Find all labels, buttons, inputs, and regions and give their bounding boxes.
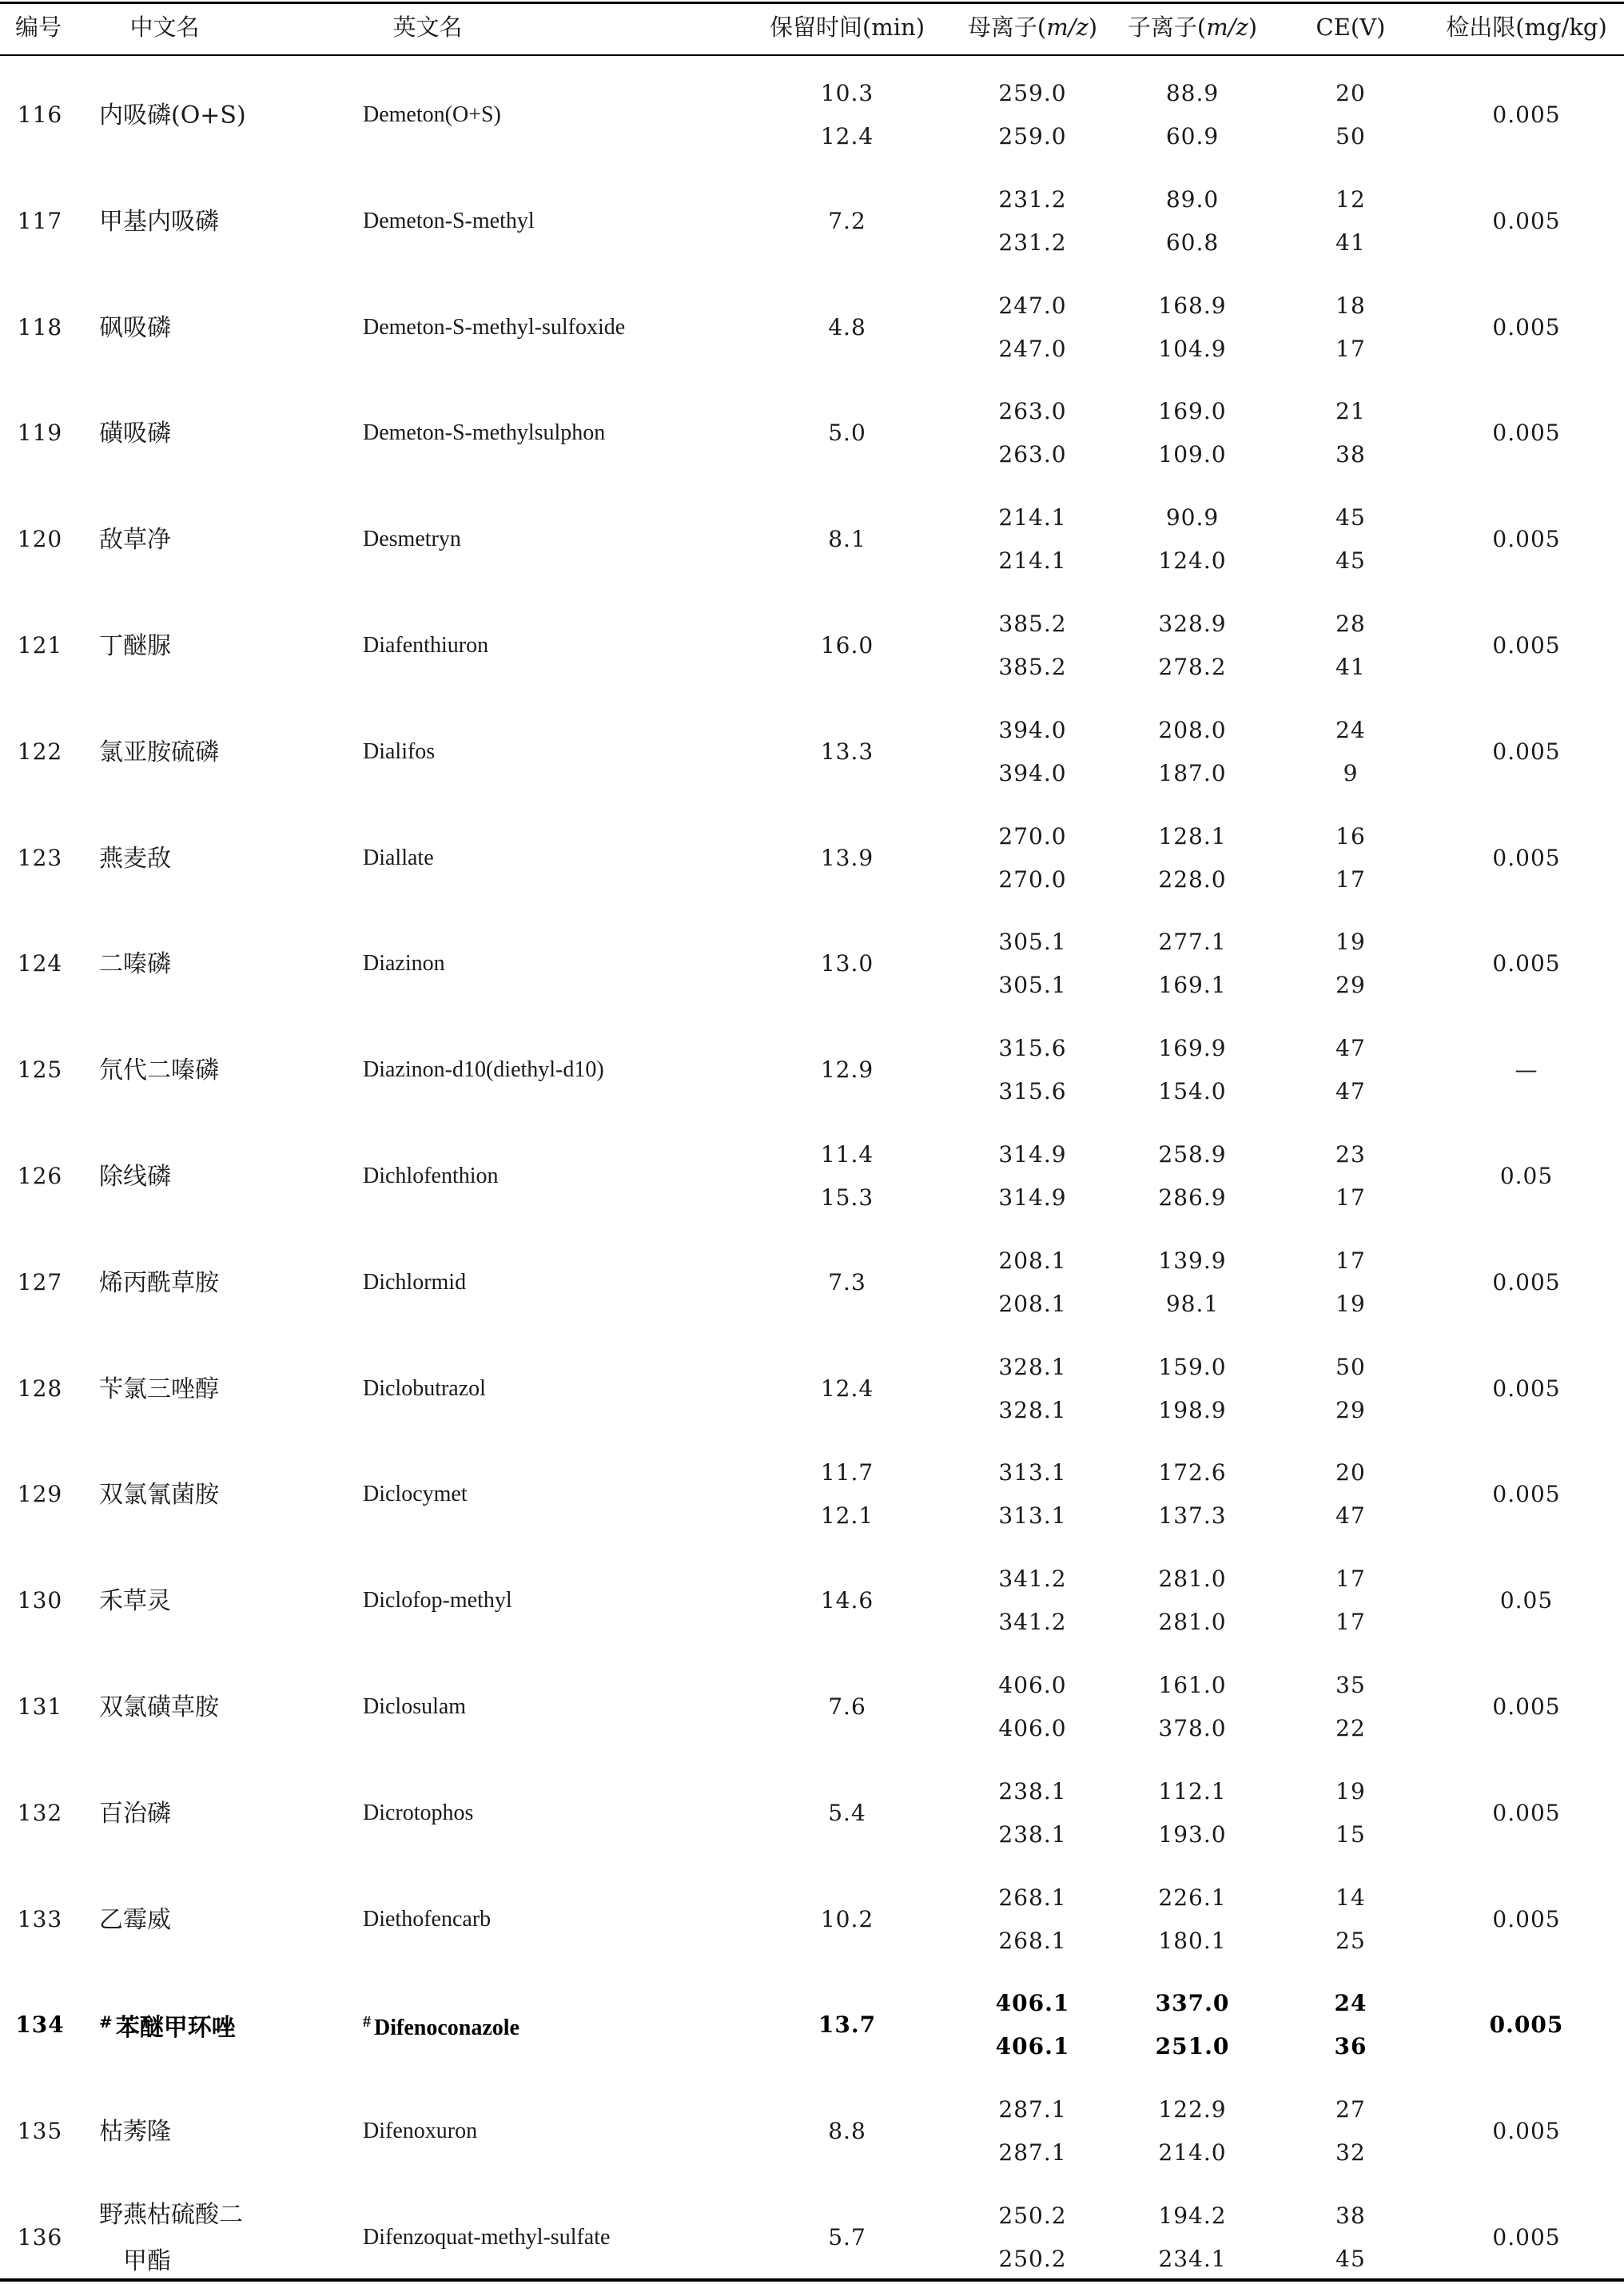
- cell-child-ion: 328.9: [1158, 611, 1227, 637]
- cell-ce: 25: [1335, 1928, 1366, 1954]
- cell-no: 133: [17, 1906, 63, 1932]
- cell-child-ion: 88.9: [1165, 80, 1220, 106]
- cell-child-ion: 137.3: [1158, 1502, 1227, 1529]
- cell-no: 120: [17, 526, 63, 552]
- cell-child-ion: 139.9: [1158, 1247, 1227, 1274]
- cell-en-name: Difenzoquat-methyl-sulfate: [363, 2225, 611, 2250]
- cell-parent-ion: 208.1: [998, 1247, 1067, 1274]
- cell-retention-time: 12.4: [820, 1375, 874, 1402]
- cell-lod: 0.005: [1492, 1481, 1561, 1507]
- cell-en-name: Demeton-S-methyl-sulfoxide: [363, 315, 626, 340]
- cell-retention-time: 5.4: [828, 1800, 866, 1826]
- cell-child-ion: 228.0: [1158, 866, 1227, 893]
- cell-ce: 41: [1335, 229, 1366, 256]
- cell-retention-time: 13.7: [818, 2011, 877, 2038]
- header-child-pre: 子离子(: [1127, 14, 1207, 41]
- cell-ce: 41: [1335, 654, 1366, 680]
- cell-child-ion: 277.1: [1158, 929, 1227, 955]
- cell-no: 131: [17, 1693, 63, 1720]
- cell-ce: 32: [1335, 2139, 1366, 2166]
- cell-ce: 45: [1335, 547, 1366, 574]
- cell-parent-ion: 287.1: [998, 2096, 1067, 2123]
- cell-child-ion: 90.9: [1165, 504, 1220, 531]
- cell-cn-name: 氘代二嗪磷: [99, 1056, 219, 1084]
- cell-ce: 17: [1335, 866, 1366, 893]
- cell-en-name: # Difenoconazole: [363, 2013, 519, 2040]
- cell-no: 132: [17, 1800, 63, 1826]
- cell-ce: 38: [1335, 441, 1366, 468]
- cell-parent-ion: 341.2: [998, 1566, 1067, 1592]
- cell-no: 129: [17, 1481, 63, 1507]
- cell-child-ion: 98.1: [1165, 1291, 1220, 1317]
- cell-no: 130: [17, 1587, 63, 1614]
- cell-ce: 23: [1335, 1141, 1366, 1168]
- cell-ce: 45: [1335, 2246, 1366, 2272]
- cell-parent-ion: 231.2: [998, 186, 1067, 213]
- cell-parent-ion: 315.6: [998, 1078, 1067, 1104]
- cell-cn-name: 砜吸磷: [99, 314, 171, 342]
- cell-parent-ion: 270.0: [998, 866, 1067, 893]
- cell-retention-time: 12.4: [820, 123, 874, 149]
- cell-ce: 28: [1335, 611, 1366, 637]
- cell-parent-ion: 305.1: [998, 972, 1067, 998]
- cell-cn-name: 双氯磺草胺: [99, 1693, 219, 1721]
- cell-child-ion: 159.0: [1158, 1354, 1227, 1380]
- cell-parent-ion: 328.1: [998, 1397, 1067, 1423]
- cell-ce: 20: [1335, 80, 1366, 106]
- cell-child-ion: 251.0: [1155, 2033, 1230, 2059]
- cell-ce: 24: [1335, 717, 1366, 743]
- cell-ce: 19: [1335, 1778, 1366, 1805]
- cell-no: 123: [17, 845, 63, 871]
- cell-cn-name: # 苯醚甲环唑: [99, 2012, 236, 2042]
- cell-parent-ion: 238.1: [998, 1821, 1067, 1848]
- cell-cn-name: 氯亚胺硫磷: [99, 738, 219, 766]
- cell-en-name: Diethofencarb: [363, 1907, 492, 1932]
- cell-cn-name: 磺吸磷: [99, 420, 171, 448]
- cell-en-name: Diclofop-methyl: [363, 1588, 512, 1613]
- cell-en-name: Desmetryn: [363, 527, 461, 551]
- cell-en-name: Diallate: [363, 846, 434, 870]
- mark-symbol: #: [99, 2012, 113, 2031]
- cell-lod: 0.005: [1492, 950, 1561, 977]
- cell-ce: 35: [1335, 1672, 1366, 1698]
- cell-ce: 20: [1335, 1459, 1366, 1486]
- header-child: [1128, 16, 1257, 39]
- cell-no: 121: [17, 632, 63, 659]
- cell-child-ion: 89.0: [1165, 186, 1220, 213]
- cell-child-ion: 109.0: [1158, 441, 1227, 468]
- cell-ce: 17: [1335, 1184, 1366, 1211]
- cell-cn-name: 苄氯三唑醇: [99, 1375, 219, 1403]
- cell-no: 118: [17, 314, 63, 340]
- cell-retention-time: 16.0: [820, 632, 874, 659]
- cell-en-name: Demeton(O+S): [363, 102, 501, 127]
- cell-parent-ion: 406.0: [998, 1715, 1067, 1741]
- cell-ce: 15: [1335, 1821, 1366, 1848]
- cell-no: 134: [15, 2011, 65, 2038]
- cell-lod: 0.005: [1492, 738, 1561, 765]
- cell-parent-ion: 305.1: [998, 929, 1067, 955]
- cell-retention-time: 7.3: [828, 1269, 866, 1295]
- cell-parent-ion: 328.1: [998, 1354, 1067, 1380]
- cell-parent-ion: 406.0: [998, 1672, 1067, 1698]
- cell-lod: 0.005: [1492, 420, 1561, 446]
- cell-cn-name: 双氯氰菌胺: [99, 1481, 219, 1509]
- cell-cn-name: 敌草净: [99, 526, 171, 554]
- header-child-mz: m/z: [1206, 14, 1248, 41]
- cell-lod: 0.005: [1492, 1269, 1561, 1295]
- cell-cn-name: 野燕枯硫酸二: [99, 2201, 243, 2229]
- cell-child-ion: 124.0: [1158, 547, 1227, 574]
- header-parent-mz: m/z: [1046, 14, 1089, 41]
- cell-child-ion: 104.9: [1158, 336, 1227, 362]
- cell-cn-name: 丁醚脲: [99, 632, 171, 660]
- cell-cn-name: 禾草灵: [99, 1587, 171, 1615]
- cell-en-name: Dicrotophos: [363, 1801, 474, 1825]
- cell-lod: 0.005: [1492, 1800, 1561, 1826]
- cell-ce: 47: [1335, 1502, 1366, 1529]
- cell-en-name: Dialifos: [363, 739, 436, 764]
- cell-parent-ion: 385.2: [998, 654, 1067, 680]
- cell-en-name: Demeton-S-methyl: [363, 209, 535, 233]
- cell-retention-time: 8.8: [828, 2118, 866, 2144]
- header-ce: CE(V): [1316, 14, 1386, 41]
- cell-cn-name: 乙霉威: [99, 1906, 171, 1934]
- cell-no: 127: [17, 1269, 63, 1295]
- cell-ce: 19: [1335, 929, 1366, 955]
- cell-en-name: Diazinon-d10(diethyl-d10): [363, 1057, 604, 1082]
- cell-parent-ion: 214.1: [998, 504, 1067, 531]
- cell-parent-ion: 314.9: [998, 1141, 1067, 1168]
- cell-parent-ion: 214.1: [998, 547, 1067, 574]
- header-parent-post: ): [1088, 14, 1098, 41]
- cell-ce: 29: [1335, 972, 1366, 998]
- cell-child-ion: 214.0: [1158, 2139, 1227, 2166]
- table-top-rule: [0, 2, 1624, 4]
- cell-no: 128: [17, 1375, 63, 1402]
- cell-cn-name: 二嗪磷: [99, 950, 171, 978]
- cell-ce: 29: [1335, 1397, 1366, 1423]
- cell-cn-name: 内吸磷(O+S): [99, 101, 246, 129]
- cell-ce: 16: [1335, 823, 1366, 850]
- cell-lod: 0.005: [1492, 314, 1561, 340]
- cell-child-ion: 169.9: [1158, 1035, 1227, 1061]
- header-rt: 保留时间(min): [769, 14, 925, 41]
- cell-parent-ion: 259.0: [998, 123, 1067, 149]
- cell-ce: 47: [1335, 1035, 1366, 1061]
- cell-lod: 0.005: [1492, 632, 1561, 659]
- cell-child-ion: 154.0: [1158, 1078, 1227, 1104]
- cell-en-name: Demeton-S-methylsulphon: [363, 420, 606, 445]
- cell-parent-ion: 394.0: [998, 760, 1067, 786]
- cell-ce: 9: [1343, 760, 1359, 786]
- cell-parent-ion: 263.0: [998, 441, 1067, 468]
- cell-parent-ion: 287.1: [998, 2139, 1067, 2166]
- cell-child-ion: 258.9: [1158, 1141, 1227, 1168]
- cell-retention-time: 13.0: [820, 950, 874, 977]
- cell-ce: 27: [1335, 2096, 1366, 2123]
- cell-lod: 0.005: [1492, 2224, 1561, 2250]
- cell-no: 119: [17, 420, 63, 446]
- cell-child-ion: 122.9: [1158, 2096, 1227, 2123]
- cell-child-ion: 60.9: [1165, 123, 1220, 149]
- cell-ce: 50: [1335, 1354, 1366, 1380]
- mark-symbol: #: [363, 2013, 371, 2031]
- cell-no: 116: [17, 101, 63, 128]
- cell-retention-time: 12.1: [820, 1502, 874, 1529]
- cell-no: 122: [17, 738, 63, 765]
- cell-retention-time: 4.8: [828, 314, 866, 340]
- cell-lod: 0.005: [1492, 101, 1561, 128]
- cell-child-ion: 281.0: [1158, 1609, 1227, 1635]
- cell-child-ion: 180.1: [1158, 1928, 1227, 1954]
- cell-no: 125: [17, 1056, 63, 1083]
- cell-child-ion: 198.9: [1158, 1397, 1227, 1423]
- cell-lod: 0.005: [1492, 1693, 1561, 1720]
- cell-lod: 0.005: [1492, 845, 1561, 871]
- header-child-post: ): [1248, 14, 1258, 41]
- cell-parent-ion: 263.0: [998, 398, 1067, 424]
- cell-parent-ion: 313.1: [998, 1502, 1067, 1529]
- cell-child-ion: 278.2: [1158, 654, 1227, 680]
- cell-parent-ion: 247.0: [998, 292, 1067, 319]
- table-bottom-rule: [0, 2278, 1624, 2282]
- cell-child-ion: 194.2: [1158, 2202, 1227, 2229]
- cell-lod: 0.005: [1492, 1906, 1561, 1932]
- cell-retention-time: 15.3: [820, 1184, 874, 1211]
- cell-ce: 45: [1335, 504, 1366, 531]
- cell-lod: —: [1515, 1056, 1538, 1083]
- header-no: 编号: [14, 14, 62, 41]
- cell-parent-ion: 406.1: [995, 1990, 1070, 2016]
- header-cn: 中文名: [129, 14, 200, 41]
- cell-retention-time: 11.7: [820, 1459, 874, 1486]
- cell-ce: 21: [1335, 398, 1366, 424]
- cell-ce: 18: [1335, 292, 1366, 319]
- cell-child-ion: 187.0: [1158, 760, 1227, 786]
- cell-cn-name: 燕麦敌: [99, 845, 171, 873]
- cell-cn-name: 甲基内吸磷: [99, 208, 219, 236]
- cell-cn-name: 百治磷: [99, 1800, 171, 1828]
- cell-parent-ion: 231.2: [998, 229, 1067, 256]
- cell-lod: 0.05: [1499, 1163, 1554, 1189]
- cell-retention-time: 14.6: [820, 1587, 874, 1614]
- cell-child-ion: 172.6: [1158, 1459, 1227, 1486]
- cell-retention-time: 7.6: [828, 1693, 866, 1720]
- cell-no: 126: [17, 1163, 63, 1189]
- cell-child-ion: 60.8: [1165, 229, 1220, 256]
- cell-en-name: Diclobutrazol: [363, 1376, 486, 1401]
- cell-retention-time: 5.7: [828, 2224, 866, 2250]
- cell-retention-time: 13.3: [820, 738, 874, 765]
- cell-en-name: Diazinon: [363, 951, 445, 976]
- header-parent: [968, 16, 1097, 39]
- cell-en-name: Diclosulam: [363, 1694, 467, 1719]
- cell-ce: 17: [1335, 1609, 1366, 1635]
- cell-ce: 17: [1335, 336, 1366, 362]
- cell-parent-ion: 238.1: [998, 1778, 1067, 1805]
- cell-retention-time: 11.4: [820, 1141, 874, 1168]
- cell-lod: 0.005: [1492, 526, 1561, 552]
- cell-child-ion: 168.9: [1158, 292, 1227, 319]
- cell-ce: 50: [1335, 123, 1366, 149]
- cell-ce: 19: [1335, 1291, 1366, 1317]
- cell-parent-ion: 315.6: [998, 1035, 1067, 1061]
- cell-parent-ion: 270.0: [998, 823, 1067, 850]
- cell-parent-ion: 394.0: [998, 717, 1067, 743]
- cell-parent-ion: 268.1: [998, 1884, 1067, 1911]
- cell-child-ion: 112.1: [1158, 1778, 1227, 1805]
- cell-child-ion: 234.1: [1158, 2246, 1227, 2272]
- cell-parent-ion: 268.1: [998, 1928, 1067, 1954]
- cell-en-name: Difenoxuron: [363, 2119, 478, 2143]
- cell-parent-ion: 385.2: [998, 611, 1067, 637]
- cell-en-name: Diafenthiuron: [363, 633, 489, 658]
- cell-child-ion: 281.0: [1158, 1566, 1227, 1592]
- cell-lod: 0.005: [1492, 2118, 1561, 2144]
- cell-en-name: Diclocymet: [363, 1482, 468, 1506]
- header-lod: 检出限(mg/kg): [1446, 14, 1607, 41]
- cell-parent-ion: 247.0: [998, 336, 1067, 362]
- cell-retention-time: 10.2: [820, 1906, 874, 1932]
- cell-child-ion: 169.0: [1158, 398, 1227, 424]
- cell-lod: 0.005: [1492, 1375, 1561, 1402]
- cell-ce: 17: [1335, 1566, 1366, 1592]
- cell-no: 117: [17, 208, 63, 234]
- cell-parent-ion: 341.2: [998, 1609, 1067, 1635]
- cell-cn-name: 烯丙酰草胺: [99, 1269, 219, 1297]
- cell-child-ion: 193.0: [1158, 1821, 1227, 1848]
- cell-cn-name: 除线磷: [99, 1163, 171, 1191]
- cell-ce: 38: [1335, 2202, 1366, 2229]
- cell-retention-time: 8.1: [828, 526, 866, 552]
- cell-retention-time: 13.9: [820, 845, 874, 871]
- cell-parent-ion: 406.1: [995, 2033, 1070, 2059]
- cell-lod: 0.005: [1489, 2011, 1564, 2038]
- cell-en-name: Dichlormid: [363, 1270, 467, 1295]
- cell-child-ion: 161.0: [1158, 1672, 1227, 1698]
- cell-en-name: Dichlofenthion: [363, 1164, 499, 1188]
- cell-parent-ion: 259.0: [998, 80, 1067, 106]
- cell-ce: 24: [1334, 1990, 1367, 2016]
- cell-child-ion: 208.0: [1158, 717, 1227, 743]
- cell-lod: 0.005: [1492, 208, 1561, 234]
- cell-child-ion: 286.9: [1158, 1184, 1227, 1211]
- cell-cn-name-cont: 甲酯: [123, 2247, 171, 2275]
- cell-cn-name: 枯莠隆: [99, 2118, 171, 2146]
- cell-parent-ion: 250.2: [998, 2202, 1067, 2229]
- cell-child-ion: 378.0: [1158, 1715, 1227, 1741]
- cell-ce: 36: [1334, 2033, 1367, 2059]
- table-header-rule: [0, 54, 1624, 56]
- header-parent-pre: 母离子(: [967, 14, 1047, 41]
- cell-ce: 14: [1335, 1884, 1366, 1911]
- cell-parent-ion: 250.2: [998, 2246, 1067, 2272]
- cell-retention-time: 5.0: [828, 420, 866, 446]
- cell-parent-ion: 313.1: [998, 1459, 1067, 1486]
- cell-no: 135: [17, 2118, 63, 2144]
- cell-retention-time: 7.2: [828, 208, 866, 234]
- cell-ce: 17: [1335, 1247, 1366, 1274]
- cell-no: 124: [17, 950, 63, 977]
- cell-parent-ion: 314.9: [998, 1184, 1067, 1211]
- cell-ce: 22: [1335, 1715, 1366, 1741]
- cell-child-ion: 169.1: [1158, 972, 1227, 998]
- cell-child-ion: 337.0: [1155, 1990, 1230, 2016]
- cell-ce: 12: [1335, 186, 1366, 213]
- cell-child-ion: 226.1: [1158, 1884, 1227, 1911]
- cell-no: 136: [17, 2224, 63, 2250]
- cell-child-ion: 128.1: [1158, 823, 1227, 850]
- cell-parent-ion: 208.1: [998, 1291, 1067, 1317]
- cell-ce: 47: [1335, 1078, 1366, 1104]
- cell-lod: 0.05: [1499, 1587, 1554, 1614]
- cell-retention-time: 10.3: [820, 80, 874, 106]
- header-en: 英文名: [392, 14, 463, 41]
- cell-retention-time: 12.9: [820, 1056, 874, 1083]
